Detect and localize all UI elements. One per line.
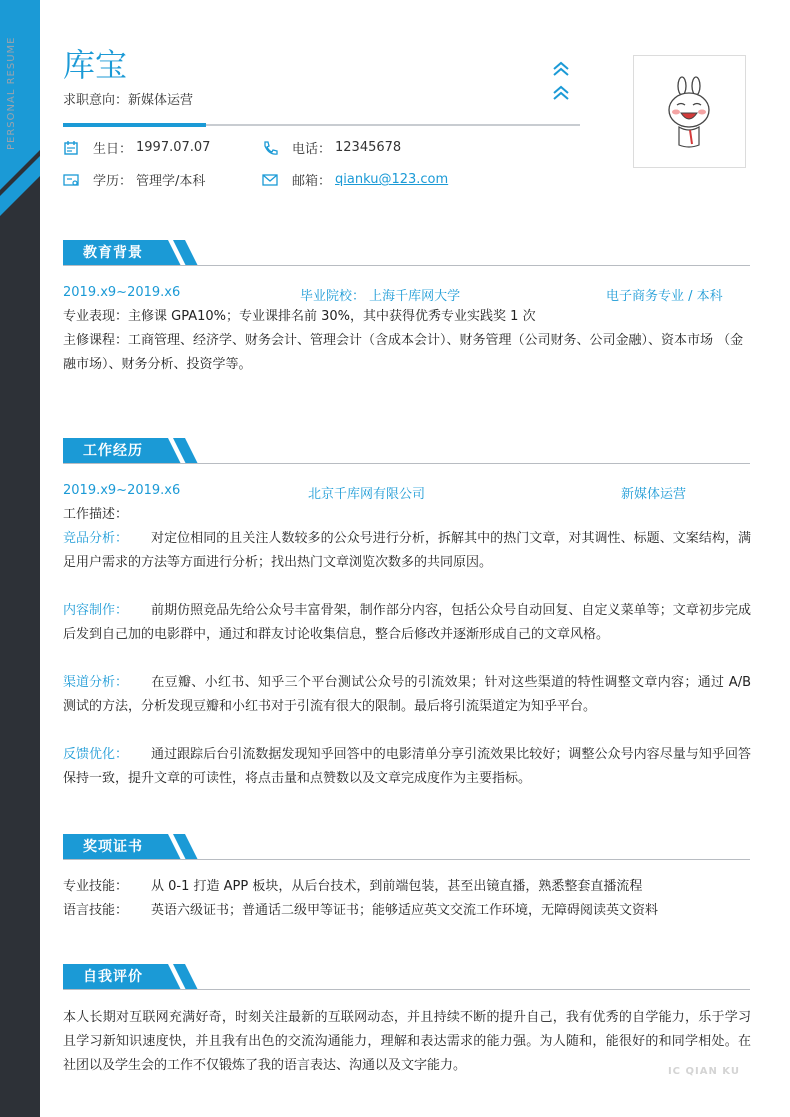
work-item-text: 通过跟踪后台引流数据发现知乎回答中的电影清单分享引流效果比较好；调整公众号内容尽量与知乎回答保持一致，提升文章的可读性，将点击量和点赞数以及文章完成度作为主要指标。 (63, 747, 751, 786)
watermark: IC QIAN KU (667, 1066, 740, 1077)
birthday-value: 1997.07.07 (136, 140, 211, 155)
work-company: 北京千库网有限公司 (308, 487, 426, 502)
graduation-card-icon (63, 172, 79, 188)
work-desc-label: 工作描述： (63, 507, 129, 522)
info-birthday (63, 138, 210, 157)
info-email (262, 170, 448, 189)
info-education (63, 170, 205, 189)
work-date: 2019.x9~2019.x6 (63, 483, 181, 498)
award-key: 语言技能： (63, 903, 129, 918)
education-date: 2019.x9~2019.x6 (63, 285, 181, 300)
section-header-awards (63, 832, 750, 862)
work-item-key: 竞品分析： (63, 531, 129, 546)
section-header-self (63, 962, 750, 992)
work-item (63, 743, 751, 791)
work-item-key: 内容制作： (63, 603, 129, 618)
email-link[interactable]: qianku@123.com (335, 172, 449, 187)
calendar-icon (63, 140, 79, 156)
work-item-key: 渠道分析： (63, 675, 129, 690)
work-item (63, 527, 751, 575)
section-title: 奖项证书 (83, 839, 143, 855)
section-title: 工作经历 (83, 443, 143, 459)
phone-icon (262, 140, 278, 156)
candidate-name: 库宝 (63, 46, 128, 84)
section-header-work (63, 436, 750, 466)
award-key: 专业技能： (63, 879, 129, 894)
education-performance: 专业表现：主修课 GPA10%；专业课排名前 30%，其中获得优秀专业实践奖 1 次 (63, 309, 536, 324)
work-item-text: 在豆瓣、小红书、知乎三个平台测试公众号的引流效果；针对这些渠道的特性调整文章内容；通过 A/B 测试的方法，分析发现豆瓣和小红书对于引流有很大的限制。最后将引流渠道定为知乎平台。 (63, 675, 751, 714)
work-item-text: 前期仿照竞品先给公众号丰富骨架，制作部分内容，包括公众号自动回复、自定义菜单等；文章初步完成后发到自己加的电影群中，通过和群友讨论收集信息，整合后修改并逐渐形成自己的文章风格。 (63, 603, 751, 642)
award-item (63, 899, 751, 923)
sidebar-vertical-text: PERSONAL RESUME (6, 36, 17, 150)
section-title: 教育背景 (83, 245, 143, 261)
work-position: 新媒体运营 (621, 487, 687, 502)
section-title: 自我评价 (83, 969, 143, 985)
work-item-text: 对定位相同的且关注人数较多的公众号进行分析，拆解其中的热门文章，对其调性、标题、文案结构，满足用户需求的方法等方面进行分析；找出热门文章浏览次数多的共同原因。 (63, 531, 751, 570)
self-evaluation-text: 本人长期对互联网充满好奇，时刻关注最新的互联网动态，并且持续不断的提升自己，我有优秀的自学能力，乐于学习且学习新知识速度快，并且我有出色的交流沟通能力，理解和表达需求的能力强。为人随和，能很好的和同学相处。在社团以及学生会的工作不仅锻炼了我的语言表达、沟通以及文字能力。 (63, 1010, 751, 1073)
birthday-label: 生日： (93, 142, 133, 157)
work-item (63, 671, 751, 719)
mail-icon (262, 172, 278, 188)
avatar (633, 55, 746, 168)
header-divider (63, 124, 580, 126)
info-phone (262, 138, 401, 157)
education-school: 毕业院校： 上海千库网大学 (300, 289, 461, 304)
phone-label: 电话： (292, 142, 332, 157)
chevron-up-icon (551, 84, 571, 104)
education-label: 学历： (93, 174, 133, 189)
cartoon-avatar-icon (634, 56, 745, 167)
email-label: 邮箱： (292, 174, 332, 189)
section-header-education (63, 238, 750, 268)
education-courses: 主修课程：工商管理、经济学、财务会计、管理会计（含成本会计）、财务管理（公司财务、公司金融）、资本市场 （金融市场）、财务分析、投资学等。 (63, 333, 744, 372)
education-row (63, 285, 750, 307)
work-item (63, 599, 751, 647)
award-text: 英语六级证书；普通话二级甲等证书；能够适应英文交流工作环境，无障碍阅读英文资料 (151, 903, 659, 918)
award-text: 从 0-1 打造 APP 板块，从后台技术，到前端包装，甚至出镜直播，熟悉整套直播流程 (151, 879, 643, 894)
job-intent-label: 求职意向： (63, 93, 129, 108)
work-item-key: 反馈优化： (63, 747, 129, 762)
education-value: 管理学/本科 (136, 174, 206, 189)
work-row (63, 483, 750, 505)
chevron-up-icon (551, 60, 571, 80)
phone-value: 12345678 (335, 140, 402, 155)
job-intent-value: 新媒体运营 (128, 93, 194, 108)
award-item (63, 875, 751, 899)
job-intent (63, 89, 193, 108)
education-major: 电子商务专业 / 本科 (606, 289, 723, 304)
